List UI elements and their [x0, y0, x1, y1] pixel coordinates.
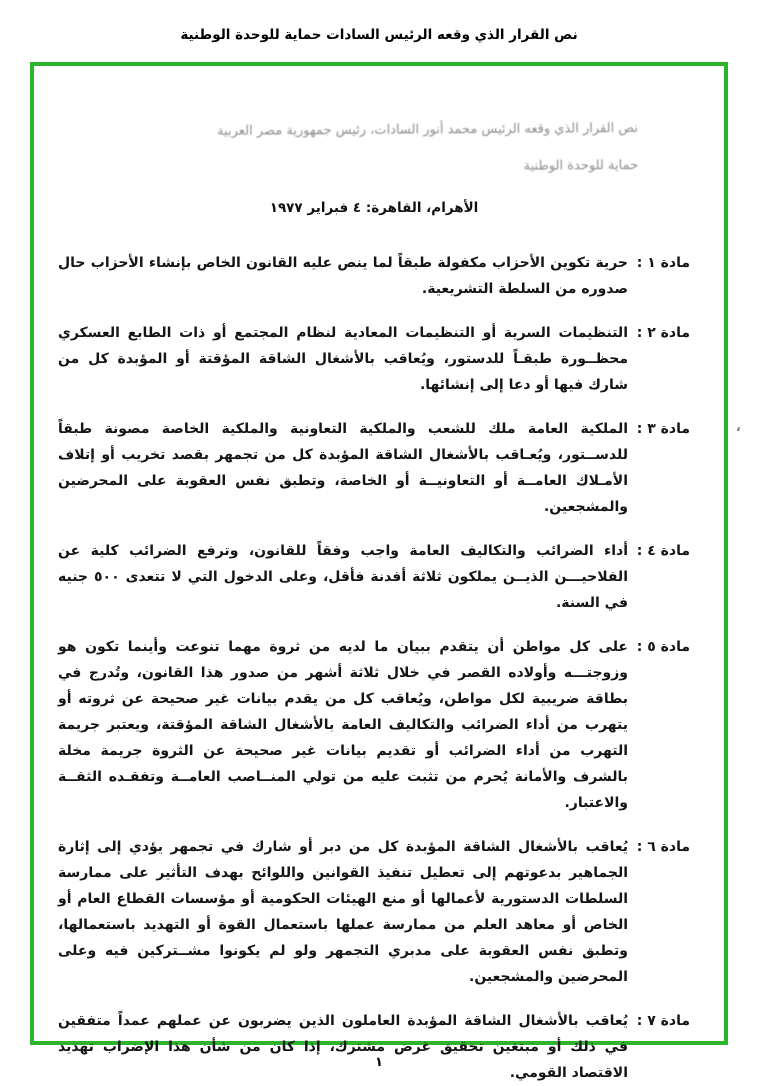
article-6-text: يُعاقب بالأشغال الشاقة المؤبدة كل من دبر أو شارك في تجمهر يؤدي إلى إثارة الجماهير بدعوتهم إلى تعطيل تنفيذ القوانين واللوائح بهدف التأثير على ممارسة السلطات الدستورية لأعمالها أو منع الهيئات الحكومية أو مؤسسات القطاع العام أو الخاص أو معاهد العلم من ممارسة عملها باستعمال القوة أو التهديد باستعمالها، وتطبق نفس العقوبة على مدبري التجمهر ولو لم يكونوا مشــتركين فيه وعلى المحرضين والمشجعين. — [58, 839, 628, 985]
scan-artifact-mark: ، — [736, 420, 741, 434]
article-7-text: يُعاقب بالأشغال الشاقة المؤبدة العاملون الذين يضربون عن عملهم عمداً متفقين في ذلك أو مبتغين تحقيق غرض مشترك، إذا كان من شأن هذا الإضراب تهديد الاقتصاد القومي. — [58, 1013, 628, 1081]
document-title: نص القرار الذي وقعه الرئيس السادات حماية للوحدة الوطنية — [180, 27, 578, 43]
article-1 — [58, 250, 690, 302]
article-5-text: على كل مواطن أن يتقدم ببيان ما لديه من ثروة مهما تنوعت وأينما تكون هو وزوجتـــه وأولاده القصر في خلال ثلاثة أشهر من صدور هذا القانون، وتُدرج في بطاقة ضريبية لكل مواطن، ويُعاقب كل من يقدم بيانات غير صحيحة عن ثروته أو يتهرب من أداء الضرائب والتكاليف العامة بالأشغال الشاقة المؤقتة، ويعتبر جريمة التهرب من أداء الضرائب أو تقديم بيانات غير صحيحة عن الثروة جريمة مخلة بالشرف والأمانة يُحرم من تثبت عليه من تولي المنــاصب العامــة وتفقـده الثقــة والاعتبار. — [58, 639, 628, 811]
scanned-typewriter-header — [58, 110, 639, 188]
page-number: ١ — [375, 1055, 383, 1070]
article-4 — [58, 538, 690, 616]
articles-list — [58, 250, 690, 1086]
article-5-label: مادة ٥ : — [636, 639, 690, 655]
article-3 — [58, 416, 690, 520]
article-5 — [58, 634, 690, 816]
article-1-label: مادة ١ : — [636, 255, 690, 271]
article-2 — [58, 320, 690, 398]
scanned-header-line1: نص القرار الذي وقعه الرئيس محمد أنور السادات، رئيس جمهورية مصر العربية — [217, 120, 638, 139]
article-6-label: مادة ٦ : — [636, 839, 690, 855]
dateline: الأهرام، القاهرة: ٤ فبراير ١٩٧٧ — [269, 200, 479, 216]
article-7 — [58, 1008, 690, 1086]
article-3-label: مادة ٣ : — [636, 421, 690, 437]
article-2-label: مادة ٢ : — [636, 325, 690, 341]
scanned-header-line2: حماية للوحدة الوطنية — [523, 157, 639, 174]
green-border-frame — [30, 62, 728, 1081]
article-4-label: مادة ٤ : — [636, 543, 690, 559]
article-6 — [58, 834, 690, 990]
article-7-label: مادة ٧ : — [636, 1013, 690, 1029]
article-4-text: أداء الضرائب والتكاليف العامة واجب وفقاً للقانون، وترفع الضرائب كلية عن الفلاحيـــن الذيــن يملكون ثلاثة أفدنة فأقل، وعلى الدخول التي لا تتعدى ٥٠٠ جنيه في السنة. — [58, 543, 628, 611]
article-1-text: حرية تكوين الأحزاب مكفولة طبقاً لما ينص عليه القانون الخاص بإنشاء الأحزاب حال صدوره من السلطة التشريعية. — [58, 255, 628, 297]
article-3-text: الملكية العامة ملك للشعب والملكية التعاونية والملكية الخاصة مصونة طبقاً للدســتور، ويُعـاقب بالأشغال الشاقة المؤبدة كل من تجمهر بقصد تخريب أو إتلاف الأمـلاك العامــة أو التعاونيــة أو الخاصة، وتطبق نفس العقوبة على المحرضين والمشجعين. — [58, 421, 628, 515]
article-2-text: التنظيمات السرية أو التنظيمات المعادية لنظام المجتمع أو ذات الطابع العسكري محظــورة طبقـاً للدستور، ويُعاقب بالأشغال الشاقة المؤقتة أو المؤبدة كل من شارك فيها أو دعا إلى إنشائها. — [58, 325, 628, 393]
